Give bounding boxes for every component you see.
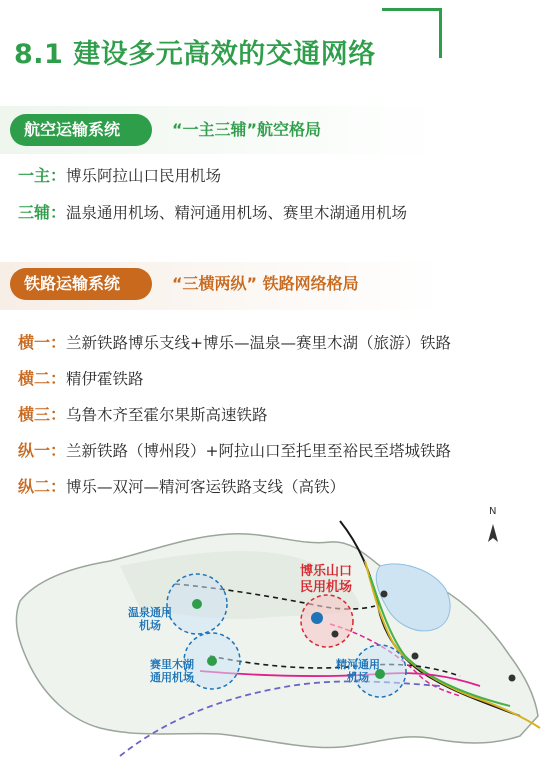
- item-text: 乌鲁木齐至霍尔果斯高速铁路: [66, 406, 268, 424]
- air-subtitle: “一主三辅”航空格局: [172, 120, 322, 139]
- rail-item-v1: [18, 438, 451, 461]
- label-line: 博乐山口: [300, 564, 353, 579]
- air-item-main: [18, 163, 221, 186]
- item-key: 横三：: [18, 405, 67, 424]
- item-text: 博乐阿拉山口民用机场: [66, 167, 222, 185]
- rail-header-pill: 铁路运输系统: [10, 268, 152, 300]
- item-key: 纵一：: [18, 441, 67, 460]
- jinghe-airport-label: [336, 658, 380, 684]
- airplane-icon: [207, 656, 217, 666]
- item-text: 温泉通用机场、精河通用机场、赛里木湖通用机场: [66, 204, 408, 222]
- item-key: 横一：: [18, 333, 67, 352]
- item-key: 一主：: [18, 166, 67, 185]
- label-line: 温泉通用: [128, 606, 172, 619]
- air-item-aux: [18, 200, 407, 223]
- map-graphic: [0, 506, 554, 783]
- label-line: 精河通用: [336, 658, 380, 671]
- label-line: 赛里木湖: [150, 658, 194, 671]
- main-airport-label: [300, 564, 352, 596]
- wenquan-airport-label: [128, 606, 172, 632]
- north-arrow-icon: [488, 524, 498, 542]
- item-text: 精伊霍铁路: [66, 370, 144, 388]
- sailimu-airport-label: [150, 658, 194, 684]
- station-dot: [381, 591, 388, 598]
- item-text: 博乐—双河—精河客运铁路支线（高铁）: [66, 478, 346, 496]
- main-airport-zone: [301, 595, 353, 647]
- label-line: 机场: [347, 671, 369, 684]
- station-dot: [332, 631, 339, 638]
- corner-decoration: [382, 8, 442, 58]
- rail-subtitle: “三横两纵” 铁路网络格局: [172, 274, 359, 293]
- station-dot: [509, 675, 516, 682]
- item-text: 兰新铁路（博州段）+阿拉山口至托里至裕民至塔城铁路: [66, 442, 452, 460]
- item-text: 兰新铁路博乐支线+博乐—温泉—赛里木湖（旅游）铁路: [66, 334, 452, 352]
- north-label: N: [489, 506, 497, 517]
- rail-item-v2: [18, 474, 345, 497]
- label-line: 机场: [139, 619, 161, 632]
- air-header-pill: 航空运输系统: [10, 114, 152, 146]
- transport-map: [0, 506, 554, 783]
- station-dot: [412, 653, 419, 660]
- rail-item-h3: [18, 402, 268, 425]
- page-title: 8.1 建设多元高效的交通网络: [14, 39, 376, 70]
- airplane-icon: [192, 599, 202, 609]
- item-key: 纵二：: [18, 477, 67, 496]
- label-line: 通用机场: [150, 671, 194, 684]
- airplane-icon: [311, 612, 323, 624]
- label-line: 民用机场: [300, 580, 353, 595]
- item-key: 三辅：: [18, 203, 67, 222]
- rail-item-h1: [18, 330, 451, 353]
- rail-item-h2: [18, 366, 144, 389]
- item-key: 横二：: [18, 369, 67, 388]
